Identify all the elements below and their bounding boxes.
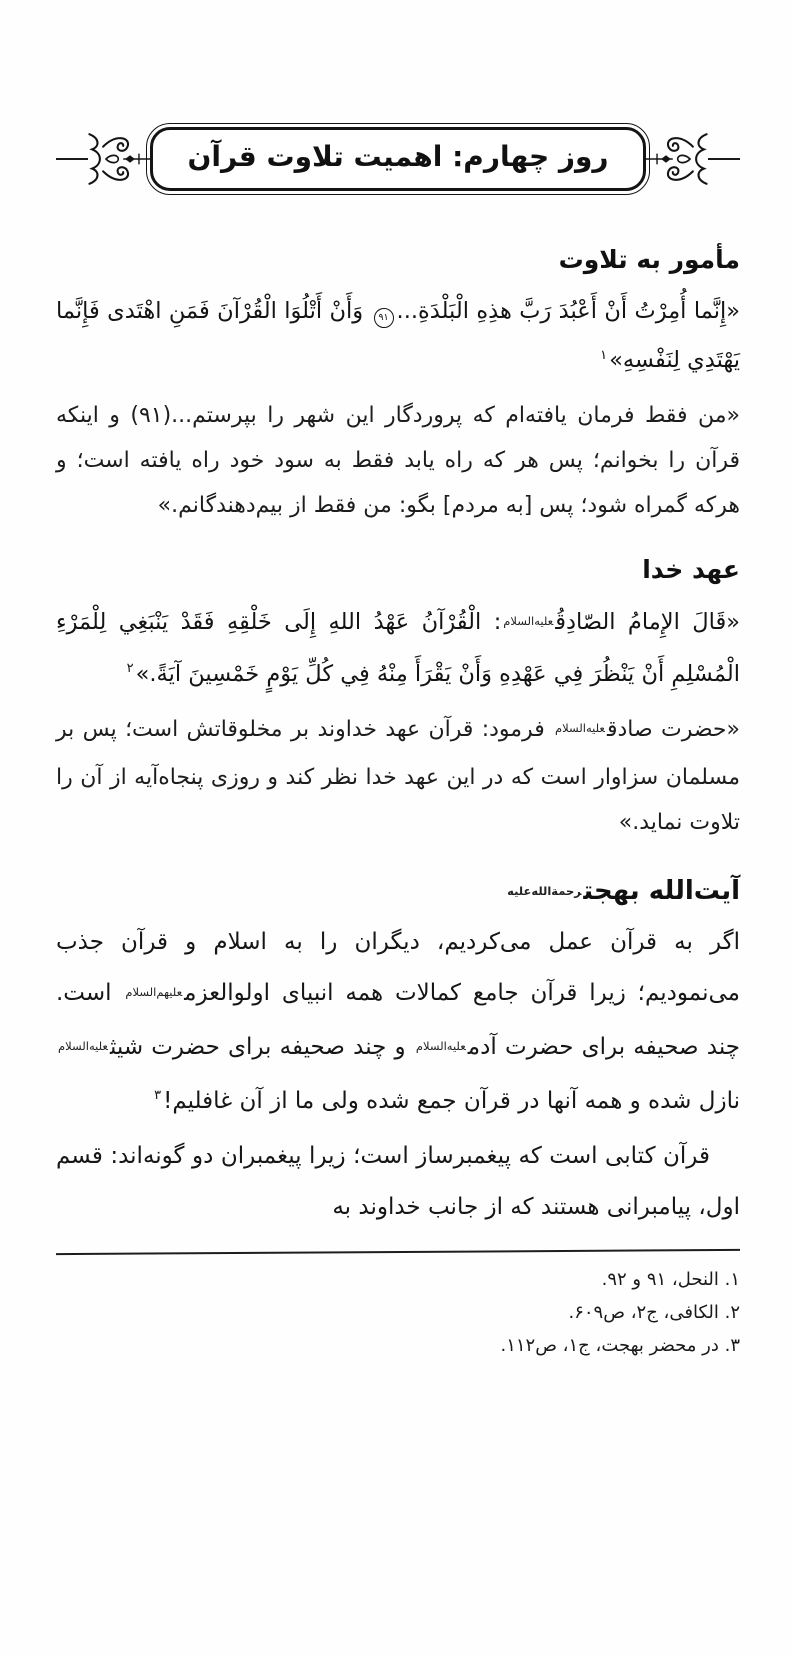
- hadith-text: [56, 598, 740, 699]
- book-page: [0, 116, 792, 1656]
- bahjat-heading-text: آیت‌الله بهجت: [583, 875, 740, 906]
- banner-rule-left: [56, 158, 88, 160]
- footnote-ref-1: ۱: [600, 347, 608, 363]
- hadith-translation-after: فرمود: قرآن عهد خداوند بر مخلوقاتش است؛ پس بر مسلمان سزاوار است که در این عهد خدا نظر کند و روزی پنجاه‌آیه از آن را تلاوت نماید.»: [56, 716, 740, 835]
- chapter-banner: [56, 116, 740, 202]
- footnote-divider: [56, 1249, 740, 1255]
- hadith-translation: [56, 707, 740, 849]
- honorific-rahmatullah: رحمة‌الله‌علیه: [507, 883, 582, 898]
- honorific-alayhis-salam: علیه‌السلام: [415, 1039, 466, 1053]
- paragraph-text: و چند صحیفه برای حضرت شیث: [109, 1034, 406, 1060]
- section-heading-ahd: عهد خدا: [642, 555, 740, 585]
- footnote-area: [56, 1251, 740, 1362]
- paragraph-text: است. چند صحیفه برای حضرت آدم: [56, 980, 741, 1060]
- footnote-ref-3: ۳: [154, 1088, 162, 1104]
- footnote-1: ۱. النحل، ۹۱ و ۹۲.: [601, 1269, 740, 1290]
- bahjat-paragraph-1: [56, 917, 740, 1127]
- hadith-translation-before: «حضرت صادق: [606, 716, 740, 742]
- footnote-3: ۳. در محضر بهجت، ج۱، ص۱۱۲.: [500, 1335, 740, 1356]
- hadith-text-after: : الْقُرْآنُ عَهْدُ اللهِ إِلَى خَلْقِهِ فَقَدْ يَنْبَغِي لِلْمَرْءِ الْمُسْلِمِ أَنْ يَنْظُرَ فِي عَهْدِهِ وَأَنْ يَقْرَأَ مِنْهُ فِي كُلِّ يَوْمٍ خَمْسِينَ آيَةً.»: [56, 608, 740, 687]
- paragraph-text: اگر به قرآن عمل می‌کردیم، دیگران را به اسلام و قرآن جذب می‌نمودیم؛ زیرا قرآن جامع کمالات همه انبیای اولوالعزم: [56, 929, 740, 1006]
- floral-ornament-icon: [646, 129, 708, 189]
- hadith-text-before: «قَالَ الإِمامُ الصّادِقُ: [555, 608, 740, 635]
- footnote-ref-2: ۲: [126, 661, 134, 676]
- bahjat-paragraph-2: قرآن کتابی است که پیغمبرساز است؛ زیرا پیغمبران دو گونه‌اند: قسم اول، پیامبرانی هستند که از جانب خداوند به: [56, 1143, 740, 1220]
- section-heading-mamur: مأمور به تلاوت: [558, 245, 740, 274]
- honorific-alayhis-salam: علیه‌السلام: [503, 613, 554, 628]
- verse-translation: «من فقط فرمان یافته‌ام که پروردگار این شهر را بپرستم...(۹۱) و اینکه قرآن را بخوانم؛ پس هر که راه یابد فقط به سود خود راه یافته است؛ و هرکه گمراه شود؛ پس [به مردم] بگو: من فقط از بیم‌دهندگانم.»: [56, 403, 740, 519]
- ayah-number-badge: ۹۱: [374, 308, 394, 328]
- verse-text-before: «إِنَّما أُمِرْتُ أَنْ أَعْبُدَ رَبَّ هذِهِ الْبَلْدَةِ...: [396, 298, 740, 325]
- verse-text-after: وَأَنْ أَتْلُوَا الْقُرْآنَ فَمَنِ اهْتَدى فَإِنَّما يَهْتَدِي لِنَفْسِهِ»: [56, 298, 740, 374]
- honorific-alayhis-salam: علیه‌السلام: [555, 720, 605, 735]
- banner-rule-right: [708, 158, 740, 160]
- paragraph-text: نازل شده و همه آنها در قرآن جمع شده ولی ما از آن غافلیم!: [163, 1088, 740, 1114]
- quran-verse: [56, 287, 740, 385]
- chapter-title-box: [150, 127, 645, 191]
- chapter-title: روز چهارم: اهمیت تلاوت قرآن: [187, 139, 609, 173]
- footnote-2: ۲. الکافی، ج۲، ص۶۰۹.: [568, 1302, 740, 1323]
- floral-ornament-icon: [88, 129, 150, 189]
- section-heading-bahjat: [56, 875, 740, 908]
- honorific-alayhim-salam: علیهم‌السلام: [125, 985, 183, 999]
- honorific-alayhis-salam: علیه‌السلام: [58, 1039, 108, 1053]
